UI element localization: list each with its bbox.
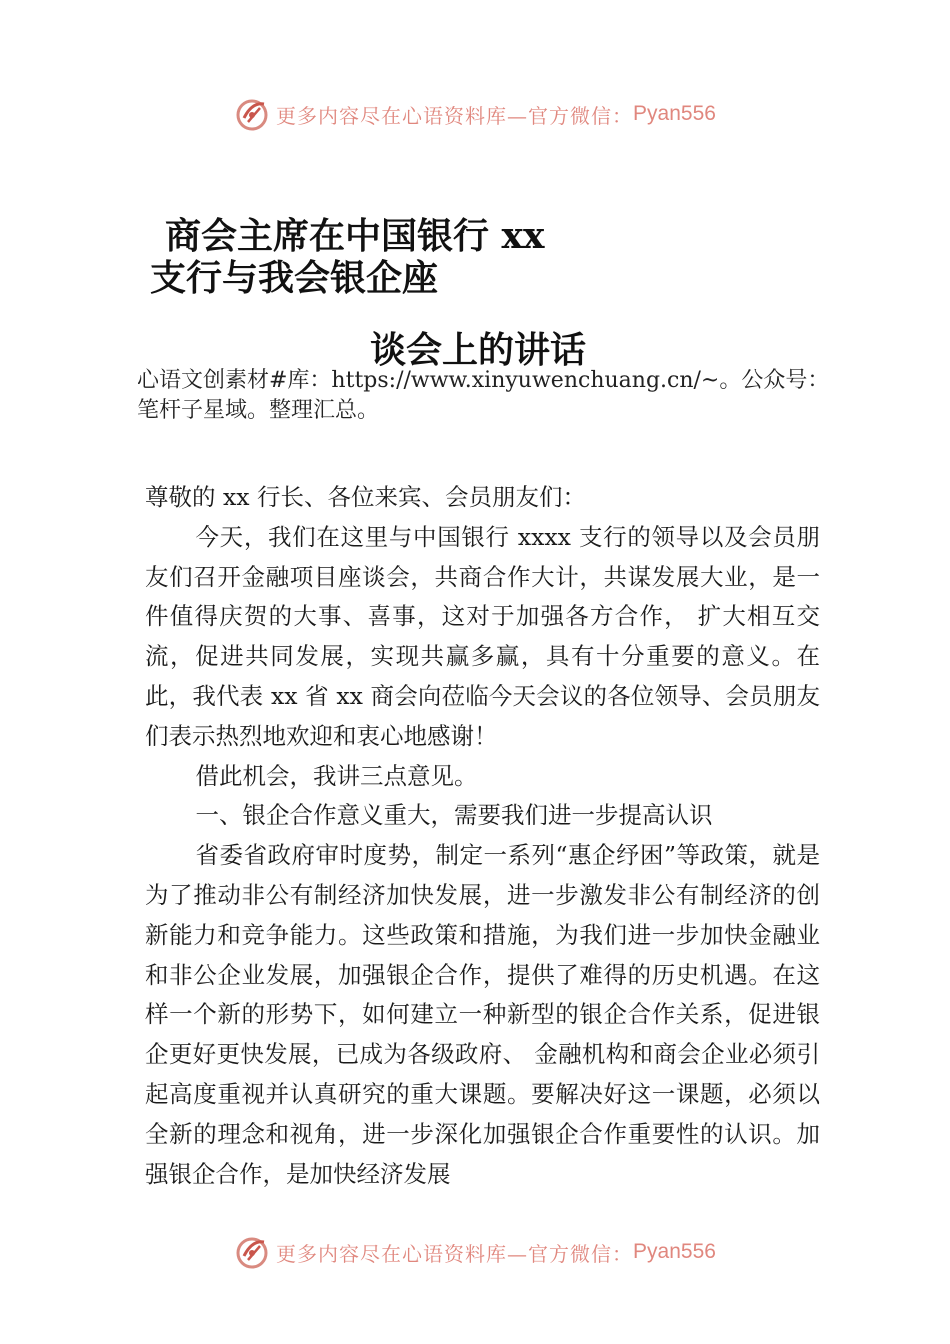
speech-body <box>145 478 820 1194</box>
banner-text: 更多内容尽在心语资料库—官方微信： <box>276 103 634 128</box>
source-note: 心语文创素材#库：https://www.xinyuwenchuang.cn/~。公众号：笔杆子星域。整理汇总。 <box>137 368 830 423</box>
paragraph-3: 省委省政府审时度势，制定一系列“惠企纾困”等政策，就是为了推动非公有制经济加快发展，进一步激发非公有制经济的创新能力和竞争能力。这些政策和措施，为我们进一步加快金融业和非公企业发展，加强银企合作，提供了难得的历史机遇。在这样一个新的形势下，如何建立一种新型的银企合作关系，促进银企更好更快发展，已成为各级政府、 金融机构和商会企业必须引起高度重视并认真研究的重大课题。要解决好这一课题，必须以全新的理念和视角，进一步深化加强银企合作重要性的认识。加强银企合作，是加快经济发展 <box>145 841 820 1188</box>
title-line-3: 谈会上的讲话 <box>370 329 587 371</box>
salutation: 尊敬的 xx 行长、各位来宾、会员朋友们： <box>145 483 586 511</box>
brand-logo-icon <box>234 1234 270 1270</box>
paragraph-2: 借此机会，我讲三点意见。 <box>195 761 478 790</box>
brand-logo-icon <box>234 96 270 132</box>
banner-text: 更多内容尽在心语资料库—官方微信： <box>276 1241 634 1266</box>
title-line-1: 商会主席在中国银行 xx <box>165 215 545 257</box>
wechat-id: Pyan556 <box>633 102 716 125</box>
footer-banner <box>0 1232 950 1272</box>
wechat-id: Pyan556 <box>633 1240 716 1263</box>
header-banner <box>0 94 950 134</box>
title-line-2: 支行与我会银企座 <box>150 257 439 299</box>
paragraph-1: 今天，我们在这里与中国银行 xxxx 支行的领导以及会员朋友们召开金融项目座谈会，共商合作大计，共谋发展大业，是一件值得庆贺的大事、喜事，这对于加强各方合作， 扩大相互交流，促进共同发展，实现共赢多赢，具有十分重要的意义。在此，我代表 xx 省 xx 商会向莅临今天会议的各位领导、会员朋友们表示热烈地欢迎和衷心地感谢！ <box>145 522 820 750</box>
section-heading-1: 一、银企合作意义重大，需要我们进一步提高认识 <box>195 801 713 830</box>
